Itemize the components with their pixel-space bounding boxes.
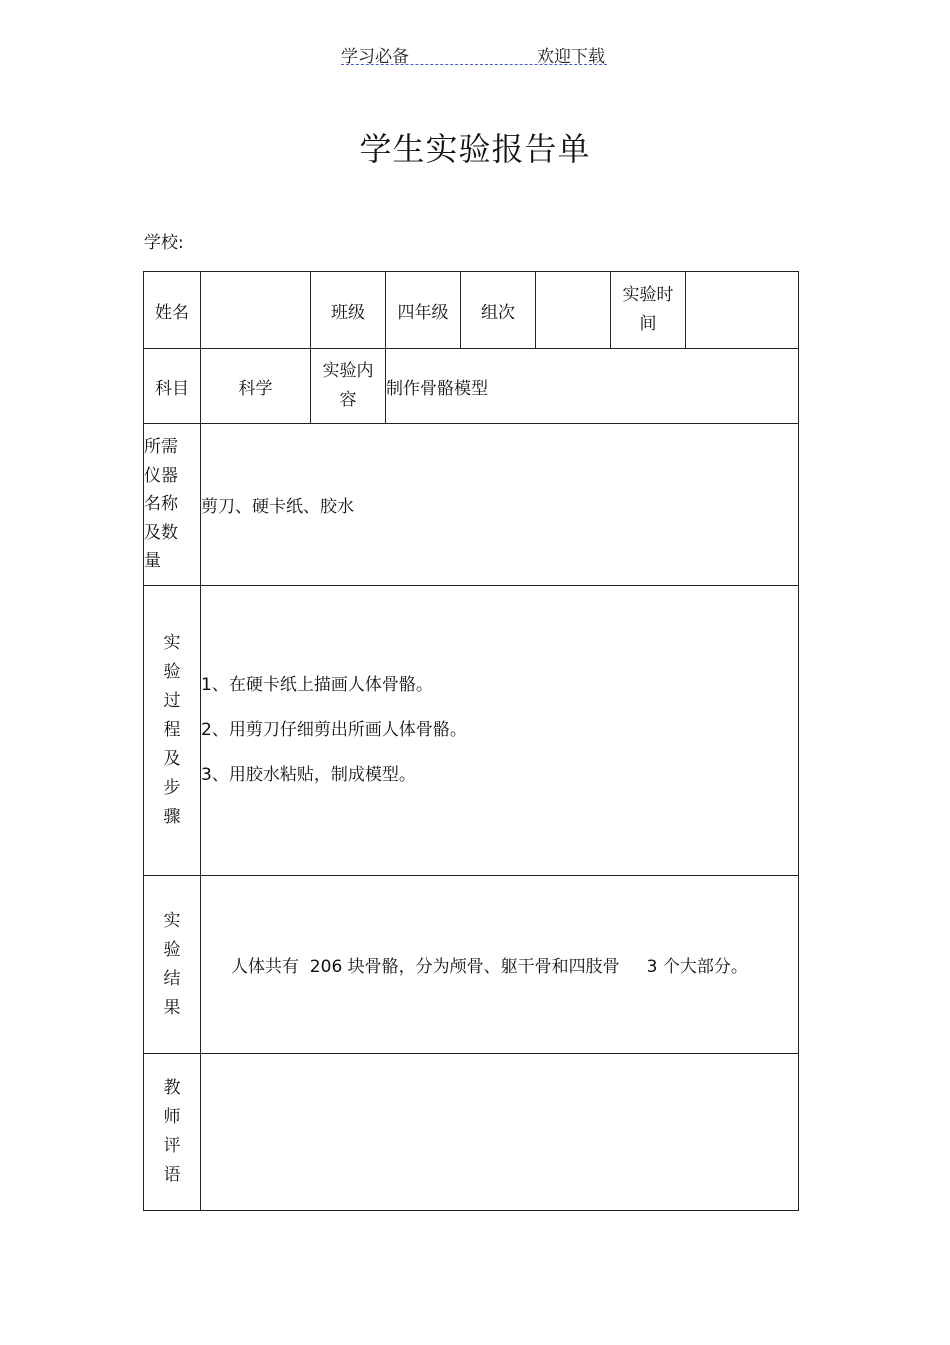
- result-label: [144, 876, 201, 1054]
- equipment-label-line: 名称: [144, 494, 178, 515]
- experiment-content-label: [311, 349, 386, 424]
- experiment-time-label-line1: 实验时: [622, 285, 674, 305]
- experiment-time-label: [611, 272, 686, 349]
- experiment-time-value: [686, 272, 799, 349]
- class-label: 班级: [311, 272, 386, 349]
- subject-value: 科学: [201, 349, 311, 424]
- name-value: [201, 272, 311, 349]
- procedure-label-char: 过: [163, 691, 181, 711]
- subject-label: 科目: [144, 349, 201, 424]
- equipment-label-line: 及数: [144, 522, 178, 543]
- teacher-comment-label-char: 评: [163, 1136, 181, 1156]
- result-label-char: 结: [163, 968, 181, 989]
- procedure-step: 3、用胶水粘贴，制成模型。: [201, 765, 416, 785]
- teacher-comment-label-char: 教: [163, 1078, 181, 1098]
- class-value: 四年级: [386, 272, 461, 349]
- equipment-label-line: 所需: [144, 437, 178, 458]
- table-row-teacher-comment: [144, 1054, 799, 1211]
- school-label: 学校:: [144, 233, 184, 253]
- procedure-label-char: 步: [163, 778, 181, 798]
- procedure-label-char: 程: [163, 720, 181, 740]
- procedure-label: [144, 586, 201, 876]
- result-label-char: 验: [163, 939, 181, 960]
- page-header: [341, 42, 607, 65]
- table-row-subject: [144, 349, 799, 424]
- experiment-content-label-line1: 实验内: [322, 361, 374, 381]
- table-row-procedure: [144, 586, 799, 876]
- group-label: 组次: [461, 272, 536, 349]
- procedure-steps: [201, 586, 799, 876]
- procedure-label-char: 及: [163, 749, 181, 769]
- equipment-value: 剪刀、硬卡纸、胶水: [201, 424, 799, 586]
- result-value: 人体共有 206 块骨骼，分为颅骨、躯干骨和四肢骨 3 个大部分。: [201, 876, 799, 1054]
- procedure-step: 2、用剪刀仔细剪出所画人体骨骼。: [201, 720, 467, 740]
- group-value: [536, 272, 611, 349]
- result-label-char: 果: [163, 997, 181, 1018]
- header-left-text: 学习必备: [341, 47, 409, 67]
- result-label-char: 实: [163, 910, 181, 931]
- report-title: 学生实验报告单: [359, 130, 591, 168]
- equipment-label-line: 仪器: [144, 465, 178, 486]
- procedure-label-char: 骤: [163, 807, 181, 827]
- experiment-content-label-line2: 容: [339, 390, 357, 410]
- name-label: 姓名: [144, 272, 201, 349]
- teacher-comment-label: [144, 1054, 201, 1211]
- table-row-result: [144, 876, 799, 1054]
- table-row-equipment: [144, 424, 799, 586]
- experiment-content-value: 制作骨骼模型: [386, 349, 799, 424]
- header-right-text: 欢迎下载: [537, 47, 605, 67]
- report-table: [143, 271, 799, 1211]
- teacher-comment-value: [201, 1054, 799, 1211]
- table-row-basic-info: [144, 272, 799, 349]
- teacher-comment-label-char: 语: [163, 1165, 181, 1185]
- teacher-comment-label-char: 师: [163, 1107, 181, 1127]
- procedure-label-char: 验: [163, 662, 181, 682]
- equipment-label: [144, 424, 201, 586]
- equipment-label-line: 量: [144, 551, 161, 572]
- experiment-time-label-line2: 间: [639, 314, 657, 334]
- procedure-step: 1、在硬卡纸上描画人体骨骼。: [201, 675, 433, 695]
- procedure-label-char: 实: [163, 633, 181, 653]
